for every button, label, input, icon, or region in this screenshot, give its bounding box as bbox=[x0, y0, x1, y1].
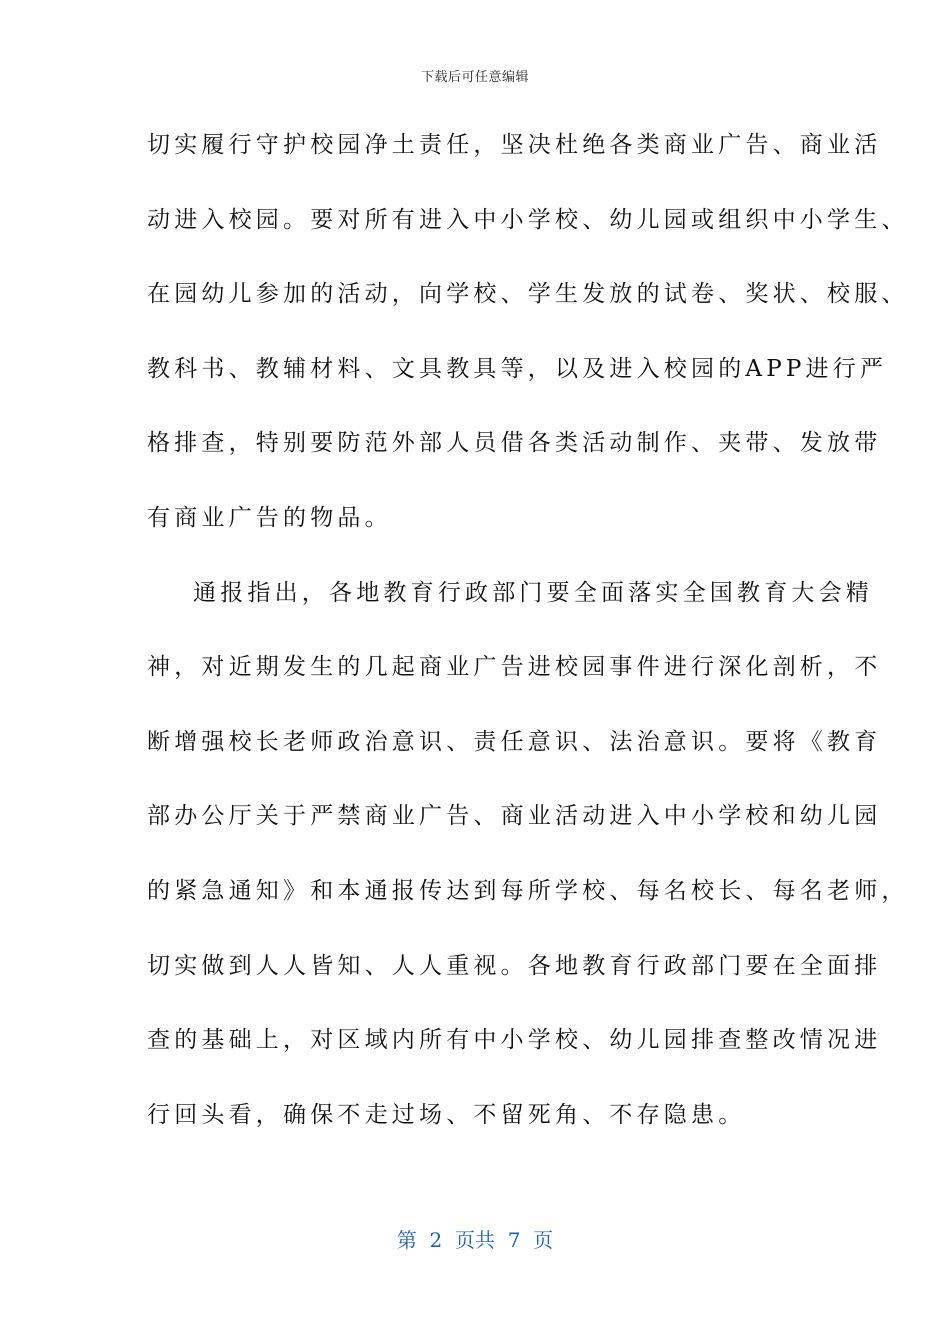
text-line: 教科书、教辅材料、文具教具等，以及进入校园的APP进行严 bbox=[147, 355, 888, 382]
text-line: 切实履行守护校园净土责任，坚决杜绝各类商业广告、商业活 bbox=[147, 132, 882, 158]
text-line-first-indented: 通报指出，各地教育行政部门要全面落实全国教育大会精 bbox=[193, 579, 873, 606]
text-line: 部办公厅关于严禁商业广告、商业活动进入中小学校和幼儿园 bbox=[147, 803, 882, 830]
text-line: 动进入校园。要对所有进入中小学校、幼儿园或组织中小学生、 bbox=[147, 206, 909, 233]
text-line: 切实做到人人皆知、人人重视。各地教育行政部门要在全面排 bbox=[147, 952, 882, 979]
text-line: 格排查，特别要防范外部人员借各类活动制作、夹带、发放带 bbox=[147, 430, 882, 457]
text-line: 有商业广告的物品。 bbox=[147, 504, 392, 531]
text-line: 的紧急通知》和本通报传达到每所学校、每名校长、每名老师， bbox=[147, 877, 909, 904]
text-line: 行回头看，确保不走过场、不留死角、不存隐患。 bbox=[147, 1101, 746, 1128]
paragraph-2 bbox=[147, 566, 909, 1163]
text-line: 断增强校长老师政治意识、责任意识、法治意识。要将《教育 bbox=[147, 728, 882, 755]
text-line: 在园幼儿参加的活动，向学校、学生发放的试卷、奖状、校服、 bbox=[147, 281, 909, 308]
page-header-note: 下载后可任意编辑 bbox=[420, 70, 529, 85]
document-body bbox=[147, 118, 909, 1162]
text-line: 查的基础上，对区域内所有中小学校、幼儿园排查整改情况进 bbox=[147, 1027, 882, 1054]
paragraph-1 bbox=[147, 118, 909, 566]
page-number-footer: 第 2 页共 7 页 bbox=[396, 1228, 554, 1252]
text-line: 神，对近期发生的几起商业广告进校园事件进行深化剖析，不 bbox=[147, 654, 882, 681]
